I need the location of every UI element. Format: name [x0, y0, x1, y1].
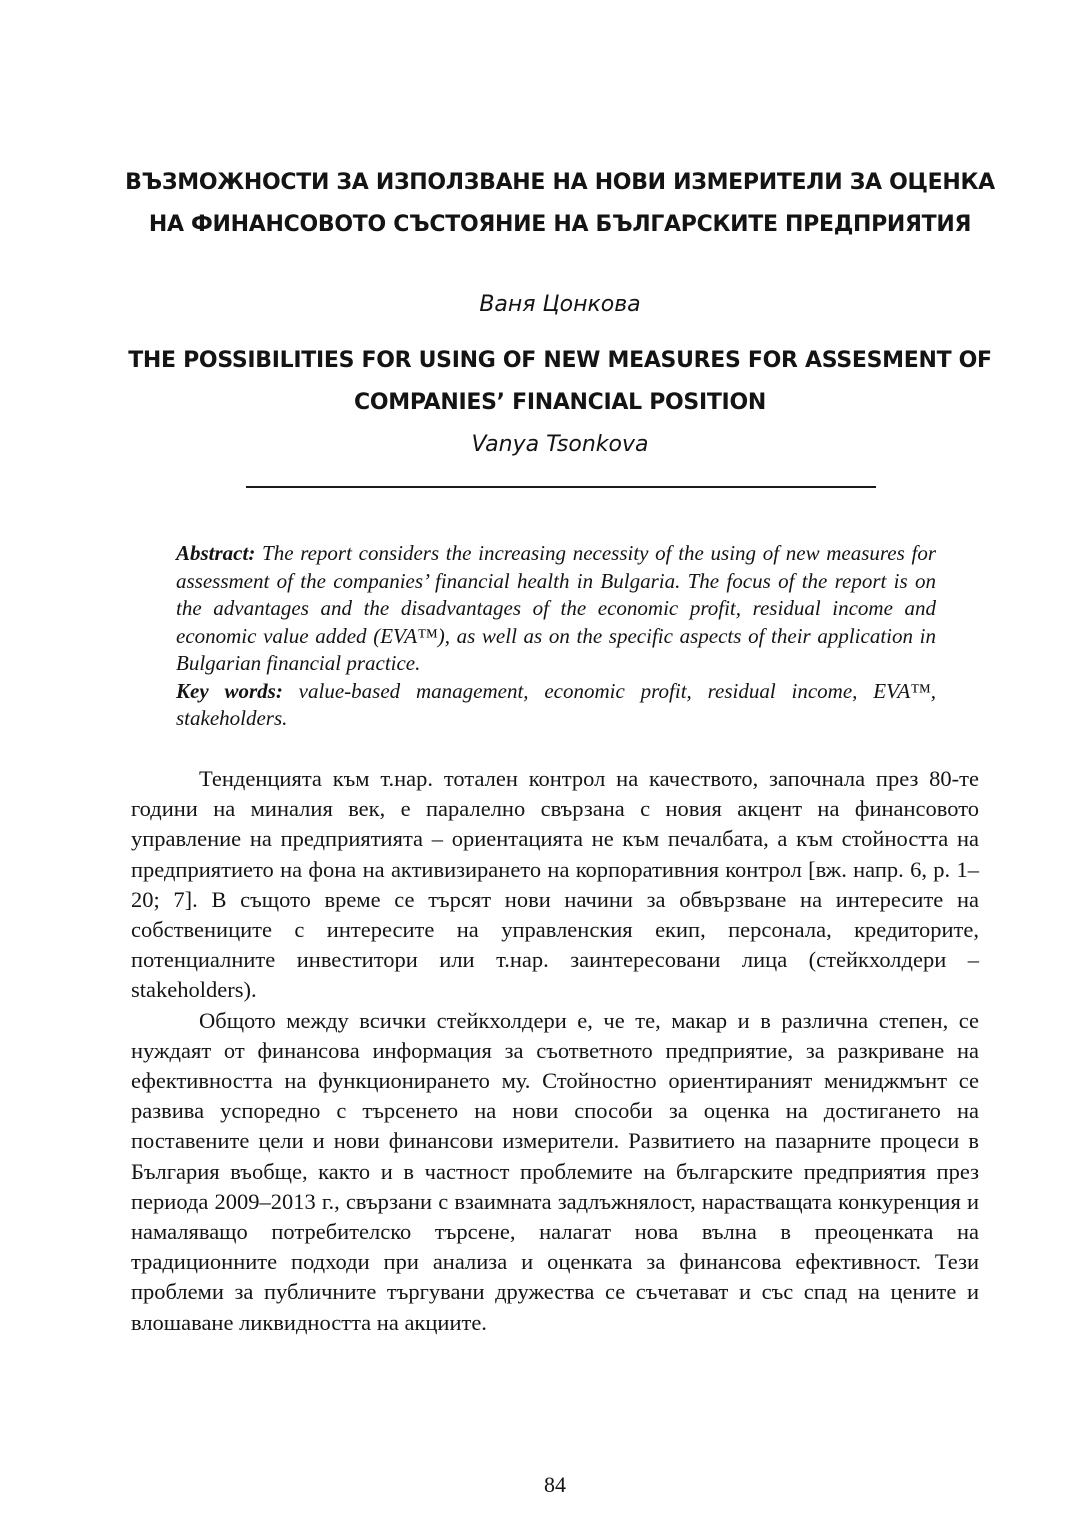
author-english: Vanya Tsonkova: [471, 432, 649, 457]
abstract-block: [176, 540, 936, 733]
abstract-paragraph: [176, 540, 936, 678]
author-bulgarian: Ваня Цонкова: [479, 292, 641, 317]
keywords-paragraph: [176, 678, 936, 733]
title-english: THE POSSIBILITIES FOR USING OF NEW MEASURES FOR ASSESMENT OF COMPANIES’ FINANCIAL POSITION: [128, 348, 992, 415]
keywords-label: Key words:: [176, 678, 283, 703]
abstract-text: The report considers the increasing necessity of the using of new measures for assessment of the companies’ financial health in Bulgaria. The focus of the report is on the advantages and the disadvantages of the economic profit, residual income and economic value added (EVA™), as well as on the specific aspects of their application in Bulgarian financial practice.: [176, 541, 936, 675]
body-text: [131, 764, 979, 1338]
keywords-text: value-based management, economic profit, residual income, EVA™, stakeholders.: [176, 678, 936, 730]
title-divider: [246, 486, 876, 488]
abstract-label: Abstract:: [176, 541, 256, 565]
title-bulgarian: ВЪЗМОЖНОСТИ ЗА ИЗПОЛЗВАНЕ НА НОВИ ИЗМЕРИТЕЛИ ЗА ОЦЕНКА НА ФИНАНСОВОТО СЪСТОЯНИЕ НА БЪЛГАРСКИТЕ ПРЕДПРИЯТИЯ: [125, 170, 995, 237]
body-paragraph-2: Общото между всички стейкхолдери е, че те, макар и в различна степен, се нуждаят от финансова информация за съответното предприятие, за разкриване на ефективността на функционирането му. Стойностно ориентираният мениджмънт се развива успоредно с търсенето на нови способи за оценка на достигането на поставените цели и нови финансови измерители. Развитието на пазарните процеси в България въобще, както и в частност проблемите на българските предприятия през периода 2009–2013 г., свързани с взаимната задлъжнялост, нарастващата конкуренция и намаляващо потребителско търсене, налагат нова вълна в преоценката на традиционните подходи при анализа и оценката за финансова ефективност. Тези проблеми за публичните търгувани дружества се съчетават и със спад на цените и влошаване ликвидността на акциите.: [131, 1007, 979, 1335]
body-paragraph-1: Тенденцията към т.нар. тотален контрол на качеството, започнала през 80-те години на миналия век, е паралелно свързана с новия акцент на финансовото управление на предприятията – ориентацията не към печалбата, а към стойността на предприятието на фона на активизирането на корпоративния контрол [вж. напр. 6, p. 1–20; 7]. В същото време се търсят нови начини за обвързване на интересите на собствениците с интересите на управленския екип, персонала, кредиторите, потенциалните инвеститори или т.нар. заинтересовани лица (стейкхолдери – stakeholders).: [131, 766, 979, 1003]
page-number: 84: [544, 1472, 566, 1497]
